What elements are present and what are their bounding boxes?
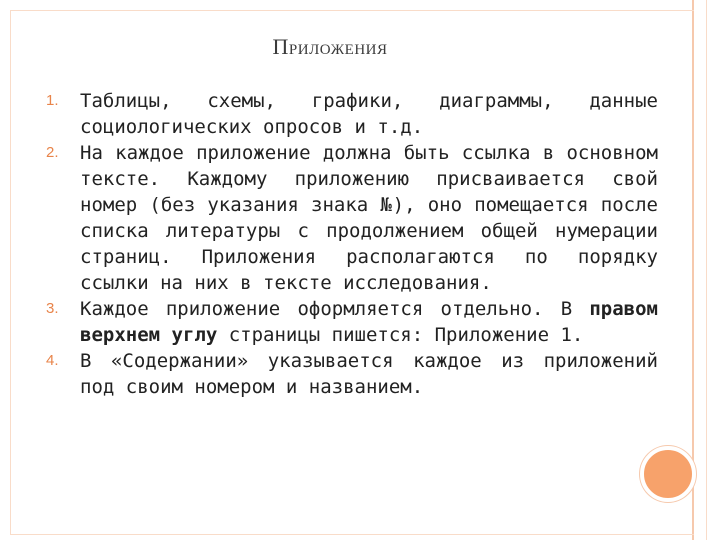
list-item-text [80,298,658,346]
list-item-number: 2. [46,144,59,161]
list-item-number: 4. [46,352,59,369]
list-item-text: На каждое приложение должна быть ссылка в основном тексте. Каждому приложению присваивается свой номер (без указания знака №), оно помещается после списка литературы с продолжением общей нумерации страниц. Приложения располагаются по порядку ссылки на них в тексте исследования. [80,142,658,294]
list-item-bold-text: правом верхнем углу [80,298,658,346]
frame-top-border [10,10,694,11]
list-item-text-end: страницы пишется: Приложение 1. [217,324,584,346]
list-item [0,296,658,348]
numbered-list [0,88,720,400]
slide-title: Приложения [272,34,388,59]
list-item-text: В «Содержании» указывается каждое из приложений под своим номером и названием. [80,350,658,398]
list-item [0,140,658,296]
list-item [0,88,658,140]
list-item-number: 1. [46,92,59,109]
decorative-circle [640,446,696,502]
list-item-text: Таблицы, схемы, графики, диаграммы, данные социологических опросов и т.д. [80,90,658,138]
list-item-text-start: Каждое приложение оформляется отдельно. В [80,298,590,320]
list-item [0,348,658,400]
frame-bottom-border [10,534,694,535]
list-item-number: 3. [46,300,59,317]
